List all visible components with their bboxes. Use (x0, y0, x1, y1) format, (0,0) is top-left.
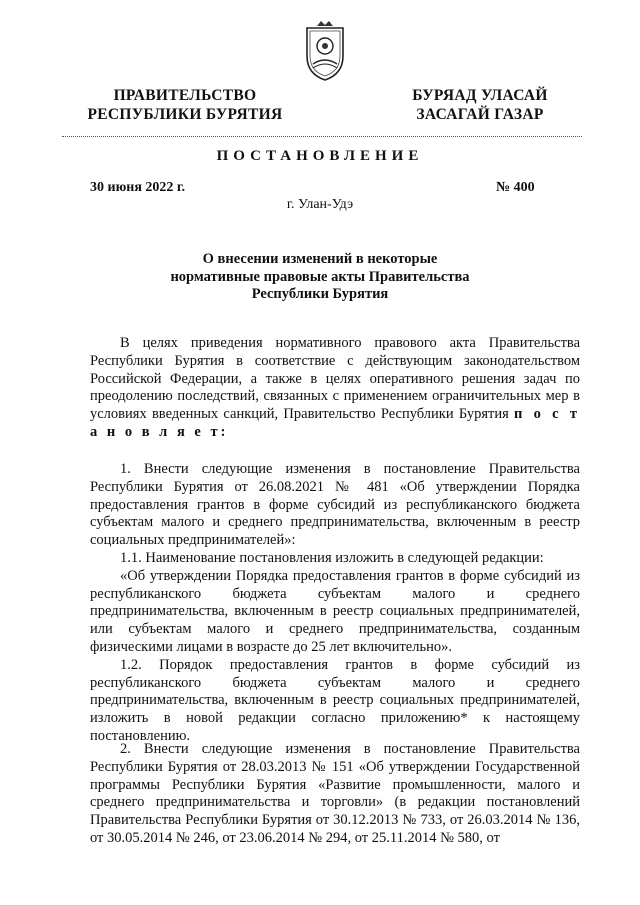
item-1-1: 1.1. Наименование постановления изложить в следующей редакции: (120, 549, 544, 566)
subject-line2: нормативные правовые акты Правительства (170, 268, 470, 285)
document-number: № 400 (496, 180, 535, 195)
government-name-bua (380, 86, 580, 124)
preamble-paragraph (90, 335, 580, 442)
item-1-1-quote: «Об утверждении Порядка предоставления грантов в форме субсидий из республиканского бюджета субъектам малого и среднего предпринимательства, включенным в реестр социальных предпринимателей, или субъектам малого и среднего предпринимательства, созданным физическими лицами в возрасте до 25 лет включительно». (90, 567, 580, 655)
document-subject (140, 251, 500, 304)
government-name-ru (70, 86, 300, 124)
item-1: 1. Внести следующие изменения в постановление Правительства Республики Бурятия от 26.08.2021 № 481 «Об утверждении Порядка предоставления грантов в форме субсидий из республиканского бюджета субъектам малого и среднего предпринимательства, включенным в реестр социальных предпринимателей»: (90, 461, 580, 549)
header-right-line1: БУРЯАД УЛАСАЙ (412, 87, 548, 104)
subject-line3: Республики Бурятия (251, 286, 389, 302)
decree-word: п о с т а н о в л я е т: (90, 406, 580, 440)
item2-block (90, 741, 580, 848)
header-left-line1: ПРАВИТЕЛЬСТВО (113, 87, 257, 104)
document-city: г. Улан-Удэ (286, 197, 354, 212)
header-right-line2: ЗАСАГАЙ ГАЗАР (416, 106, 544, 123)
item-2: 2. Внести следующие изменения в постановление Правительства Республики Бурятия от 28.03.2013 № 151 «Об утверждении Государственной программы Республики Бурятия «Развитие промышленности, малого и среднего предпринимательства и торговли» (в редакции постановлений Правительства Республики Бурятия от 30.12.2013 № 733, от 26.03.2014 № 136, от 30.05.2014 № 246, от 23.06.2014 № 294, от 25.11.2014 № 580, от (90, 741, 580, 846)
document-type: ПОСТАНОВЛЕНИЕ (216, 148, 424, 164)
item-1-2: 1.2. Порядок предоставления грантов в форме субсидий из республиканского бюджета субъектам малого и среднего предпринимательства, включенным в реестр социальных предпринимателей, изложить в новой редакции согласно приложению* к настоящему постановлению. (90, 656, 580, 744)
preamble-text: В целях приведения нормативного правового акта Правительства Республики Бурятия в соответствие с действующим законодательством Российской Федерации, а также в целях оперативного решения задач по преодолению последствий, связанных с применением ограничительных мер в условиях введенных санкций, Правительство Республики Бурятия (90, 335, 580, 423)
preamble-block (90, 335, 580, 442)
subject-line1: О внесении изменений в некоторые (202, 251, 438, 267)
document-date: 30 июня 2022 г. (90, 180, 186, 195)
header-divider (62, 136, 582, 137)
item1-block (90, 461, 580, 746)
coat-of-arms-emblem (301, 20, 349, 82)
header-left-line2: РЕСПУБЛИКИ БУРЯТИЯ (87, 106, 283, 123)
